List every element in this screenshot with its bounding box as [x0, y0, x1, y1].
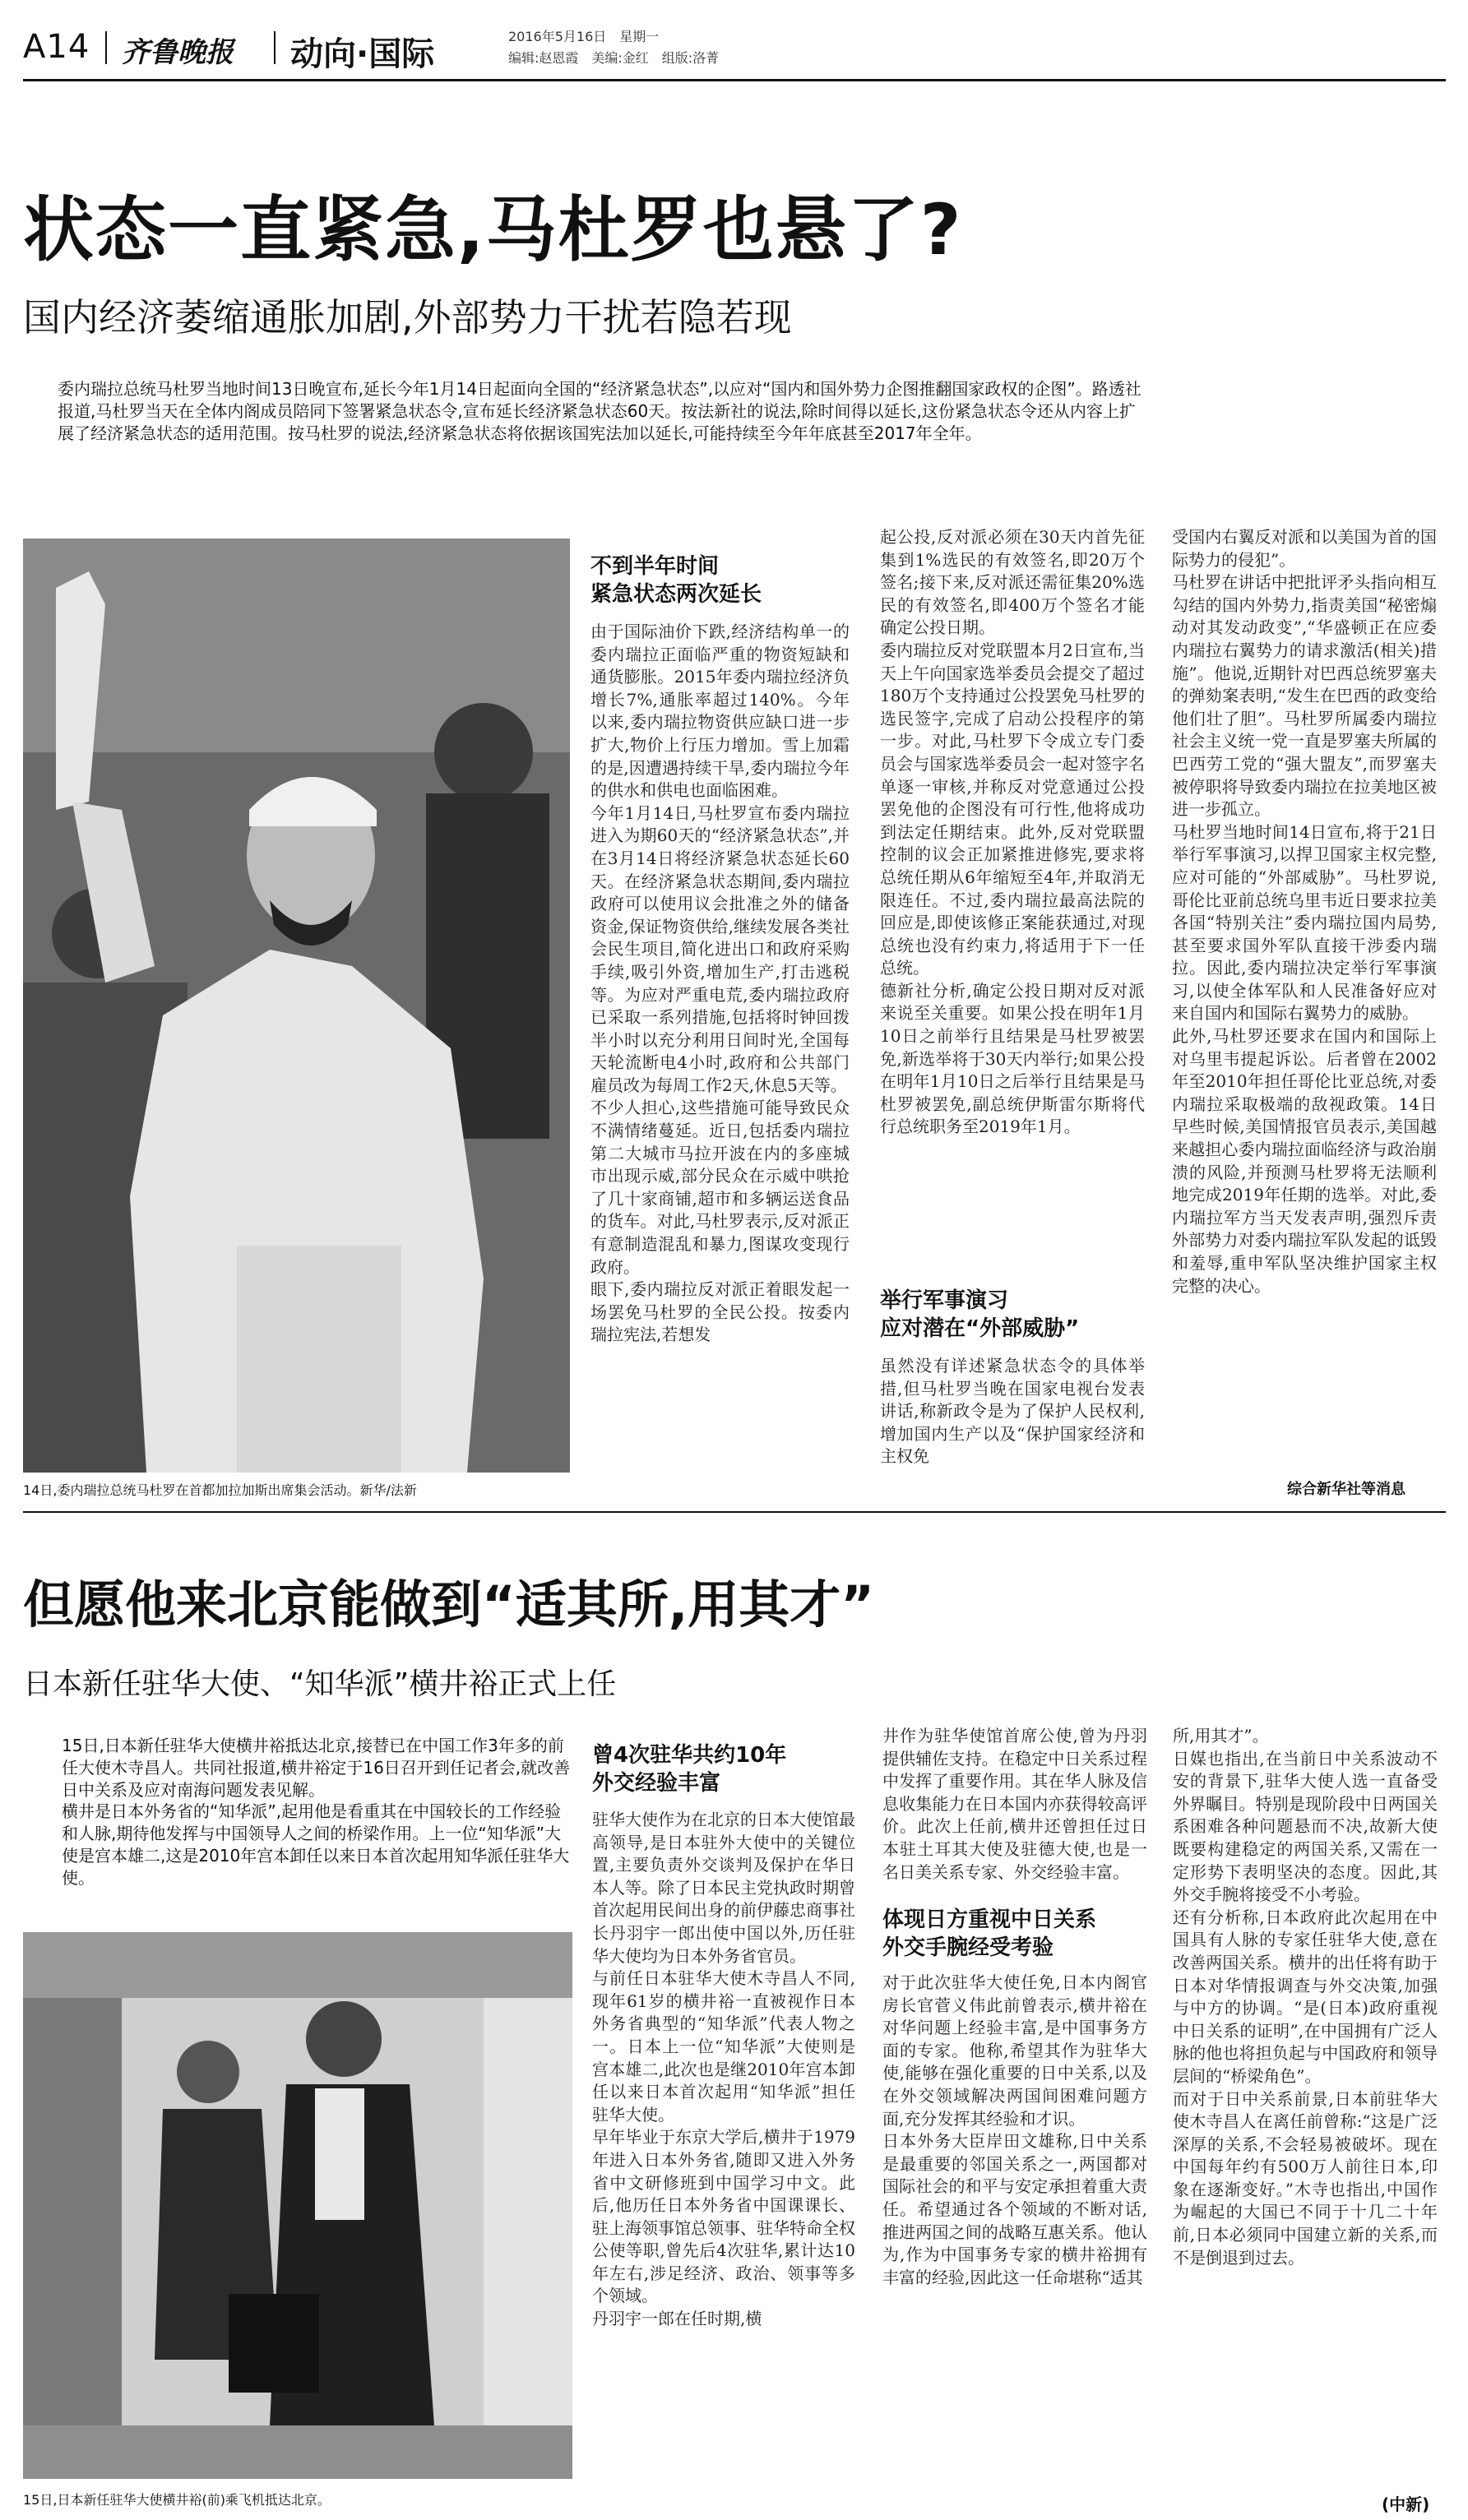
article2-photo-caption: 15日,日本新任驻华大使横井裕(前)乘飞机抵达北京。: [23, 2492, 331, 2508]
article-divider: [23, 1511, 1446, 1513]
page-number: A14: [23, 28, 90, 66]
article2-subhead-1: 曾4次驻华共约10年 外交经验丰富: [592, 1743, 787, 1796]
article1-subhead-1: 不到半年时间 紧急状态两次延长: [590, 554, 762, 607]
article1-photo-caption: 14日,委内瑞拉总统马杜罗在首都加拉加斯出席集会活动。新华/法新: [23, 1482, 417, 1498]
article2-photo: [23, 1932, 572, 2479]
section-title: 动向·国际: [290, 35, 435, 73]
article1-source: 综合新华社等消息: [1287, 1481, 1405, 1498]
header-divider: [274, 31, 276, 64]
article2-headline: 但愿他来北京能做到“适其所,用其才”: [23, 1574, 875, 1635]
article2-subhead-2: 体现日方重视中日关系 外交手腕经受考验: [882, 1907, 1097, 1960]
header-rule: [23, 79, 1446, 81]
date-line: 2016年5月16日 星期一: [508, 29, 660, 44]
page-header: [23, 25, 1446, 74]
article1-column-2: 由于国际油价下跌,经济结构单一的委内瑞拉正面临严重的物资短缺和通货膨胀。2015年委内瑞拉经济负增长7%,通胀率超过140%。今年以来,委内瑞拉物资供应缺口进一步扩大,物价上行压力增加。雪上加霜的是,因遭遇持续干旱,委内瑞拉今年的供水和供电也面临困难。 今年1月14日,马杜罗宣布委内瑞拉进入为期60天的“经济紧急状态”,并在3月14日将经济紧急状态延长60天。在经济紧急状态期间,委内瑞拉政府可以使用议会批准之外的储备资金,保证物资供给,继续发展各类社会民生项目,简化进出口和政府采购手续,吸引外资,增加生产,打击逃税等。为应对严重电荒,委内瑞拉政府已采取一系列措施,包括将时钟回拨半小时以充分利用日间时光,全国每天轮流断电4小时,政府和公共部门雇员改为每周工作2天,休息5天等。 不少人担心,这些措施可能导致民众不满情绪蔓延。近日,包括委内瑞拉第二大城市马拉开波在内的多座城市出现示威,部分民众在示威中哄抢了几十家商铺,超市和多辆运送食品的货车。对此,马杜罗表示,反对派正有意制造混乱和暴力,图谋攻变现行政府。 眼下,委内瑞拉反对派正着眼发起一场罢免马杜罗的全民公投。按委内瑞拉宪法,若想发: [590, 622, 850, 1345]
editors-line: 编辑:赵恩霞 美编:金红 组版:洛菁: [508, 50, 720, 66]
newspaper-logo: 齐鲁晚报: [122, 36, 234, 69]
article1-column-3: 起公投,反对派必须在30天内首先征集到1%选民的有效签名,即20万个签名;接下来,反对派还需征集20%选民的有效签名,即400万个签名才能确定公投日期。 委内瑞拉反对党联盟本月2日宣布,当天上午向国家选举委员会提交了超过180万个支持通过公投罢免马杜罗的选民签字,完成了启动公投程序的第一步。对此,马杜罗下令成立专门委员会与国家选举委员会一起对签字名单逐一审核,并称反对党意通过公投罢免他的企图没有可行性,他将成功到法定任期结束。此外,反对党联盟控制的议会正加紧推进修宪,要求将总统任期从6年缩短至4年,并取消无限连任。不过,委内瑞拉最高法院的回应是,即使该修正案能获通过,对现总统也没有约束力,将适用于下一任总统。 德新社分析,确定公投日期对反对派来说至关重要。如果公投在明年1月10日之前举行且结果是马杜罗被罢免,新选举将于30天内举行;如果公投在明年1月10日之后举行且结果是马杜罗被罢免,副总统伊斯雷尔斯将代行总统职务至2019年1月。: [880, 527, 1145, 1137]
article1-intro: 委内瑞拉总统马杜罗当地时间13日晚宣布,延长今年1月14日起面向全国的“经济紧急状态”,以应对“国内和国外势力企图推翻国家政权的企图”。路透社报道,马杜罗当天在全体内阁成员陪同下签署紧急状态令,宣布延长经济紧急状态60天。按法新社的说法,除时间得以延长,这份紧急状态令还从内容上扩展了经济紧急状态的适用范围。按马杜罗的说法,经济紧急状态将依据该国宪法加以延长,可能持续至今年年底甚至2017年全年。: [58, 379, 1142, 443]
article1-column-4: 受国内右翼反对派和以美国为首的国际势力的侵犯”。 马杜罗在讲话中把批评矛头指向相互勾结的国内外势力,指责美国“秘密煽动对其发动政变”,“华盛顿正在应委内瑞拉右翼势力的请求激活(相关)措施”。他说,近期针对巴西总统罗塞夫的弹劾案表明,“发生在巴西的政变给他们壮了胆”。马杜罗所属委内瑞拉社会主义统一党一直是罗塞夫所属的巴西劳工党的“强大盟友”,而罗塞夫被停职将导致委内瑞拉在拉美地区被进一步孤立。 马杜罗当地时间14日宣布,将于21日举行军事演习,以捍卫国家主权完整,应对可能的“外部威胁”。马杜罗说,哥伦比亚前总统乌里韦近日要求拉美各国“特别关注”委内瑞拉国内局势,甚至要求国外军队直接干涉委内瑞拉。因此,委内瑞拉决定举行军事演习,以使全体军队和人民准备好应对来自国内和国际右翼势力的威胁。 此外,马杜罗还要求在国内和国际上对乌里韦提起诉讼。后者曾在2002年至2010年担任哥伦比亚总统,对委内瑞拉采取极端的敌视政策。14日早些时候,美国情报官员表示,美国越来越担心委内瑞拉面临经济与政治崩溃的风险,并预测马杜罗将无法顺利地完成2019年任期的选举。对此,委内瑞拉军方当天发表声明,强烈斥责外部势力对委内瑞拉军队发起的诋毁和羞辱,重申军队坚决维护国家主权完整的决心。: [1172, 527, 1437, 1296]
article2-column-2: 驻华大使作为在北京的日本大使馆最高领导,是日本驻外大使中的关键位置,主要负责外交谈判及保护在华日本人等。除了日本民主党执政时期曾首次起用民间出身的前伊藤忠商事社长丹羽宇一郎出使中国以外,历任驻华大使均为日本外务省官员。 与前任日本驻华大使木寺昌人不同,现年61岁的横井裕一直被视作日本外务省典型的“知华派”代表人物之一。日本上一位“知华派”大使则是宫本雄二,此次也是继2010年宫本卸任以来日本首次起用“知华派”担任驻华大使。 早年毕业于东京大学后,横井于1979年进入日本外务省,随即又进入外务省中文研修班到中国学习中文。此后,他历任日本外务省中国课课长、驻上海领事馆总领事、驻华特命全权公使等职,曾先后4次驻华,累计达10年左右,涉足经济、政治、领事等多个领域。 丹羽宇一郎在任时期,横: [592, 1810, 855, 2329]
article2-column-4: 所,用其才”。 日媒也指出,在当前日中关系波动不安的背景下,驻华大使人选一直备受外界瞩目。特别是现阶段中日两国关系困难各种问题悬而不决,故新大使既要构建稳定的两国关系,又需在一定形势下表明坚决的态度。因此,其外交手腕将接受不小考验。 还有分析称,日本政府此次起用在中国具有人脉的专家任驻华大使,意在改善两国关系。横井的出任将有助于日本对华情报调查与外交决策,加强与中方的协调。“是(日本)政府重视中日关系的证明”,在中国拥有广泛人脉的他也将担负起与中国政府和领导层间的“桥梁角色”。 而对于日中关系前景,日本前驻华大使木寺昌人在离任前曾称:“这是广泛深厚的关系,不会轻易被破坏。现在中国每年约有500万人前往日本,印象在逐渐变好。”木寺也指出,中国作为崛起的大国已不同于十几二十年前,日本必须同中国建立新的关系,而不是倒退到过去。: [1173, 1726, 1438, 2268]
header-divider: [105, 31, 107, 64]
article1-subheadline: 国内经济萎缩通胀加剧,外部势力干扰若隐若现: [23, 295, 792, 340]
article1-headline: 状态一直紧急,马杜罗也悬了?: [23, 189, 963, 271]
article2-source: (中新): [1382, 2495, 1430, 2514]
article2-column-3-cont: 对于此次驻华大使任免,日本内阁官房长官菅义伟此前曾表示,横井裕在对华问题上经验丰富,是中国事务方面的专家。他称,希望其作为驻华大使,能够在强化重要的日中关系,以及在外交领域解决两国间困难问题方面,充分发挥其经验和才识。 日本外务大臣岸田文雄称,日中关系是最重要的邻国关系之一,两国都对国际社会的和平与安定承担着重大责任。希望通过各个领域的不断对话,推进两国之间的战略互惠关系。他认为,作为中国事务专家的横井裕拥有丰富的经验,因此这一任命堪称“适其: [882, 1972, 1147, 2287]
article1-subhead-2: 举行军事演习 应对潜在“外部威胁”: [880, 1288, 1080, 1341]
article2-subheadline: 日本新任驻华大使、“知华派”横井裕正式上任: [23, 1667, 617, 1701]
article2-column-3: 井作为驻华使馆首席公使,曾为丹羽提供辅佐支持。在稳定中日关系过程中发挥了重要作用。其在华人脉及信息收集能力在日本国内亦获得较高评价。此次上任前,横井还曾担任过日本驻土耳其大使及驻德大使,也是一名日美关系专家、外交经验丰富。: [882, 1726, 1147, 1882]
article2-intro: 15日,日本新任驻华大使横井裕抵达北京,接替已在中国工作3年多的前任大使木寺昌人。共同社报道,横井裕定于16日召开到任记者会,就改善日中关系及应对南海问题发表见解。 横井是日本外务省的“知华派”,起用他是看重其在中国较长的工作经验和人脉,期待他发挥与中国领导人之间的桥梁作用。上一位“知华派”大使是宫本雄二,这是2010年宫本卸任以来日本首次起用知华派任驻华大使。: [62, 1736, 571, 1888]
article1-photo: [23, 539, 570, 1473]
article1-column-3-cont: 虽然没有详述紧急状态令的具体举措,但马杜罗当晚在国家电视台发表讲话,称新政令是为了保护人民权利,增加国内生产以及“保护国家经济和主权免: [880, 1356, 1145, 1467]
